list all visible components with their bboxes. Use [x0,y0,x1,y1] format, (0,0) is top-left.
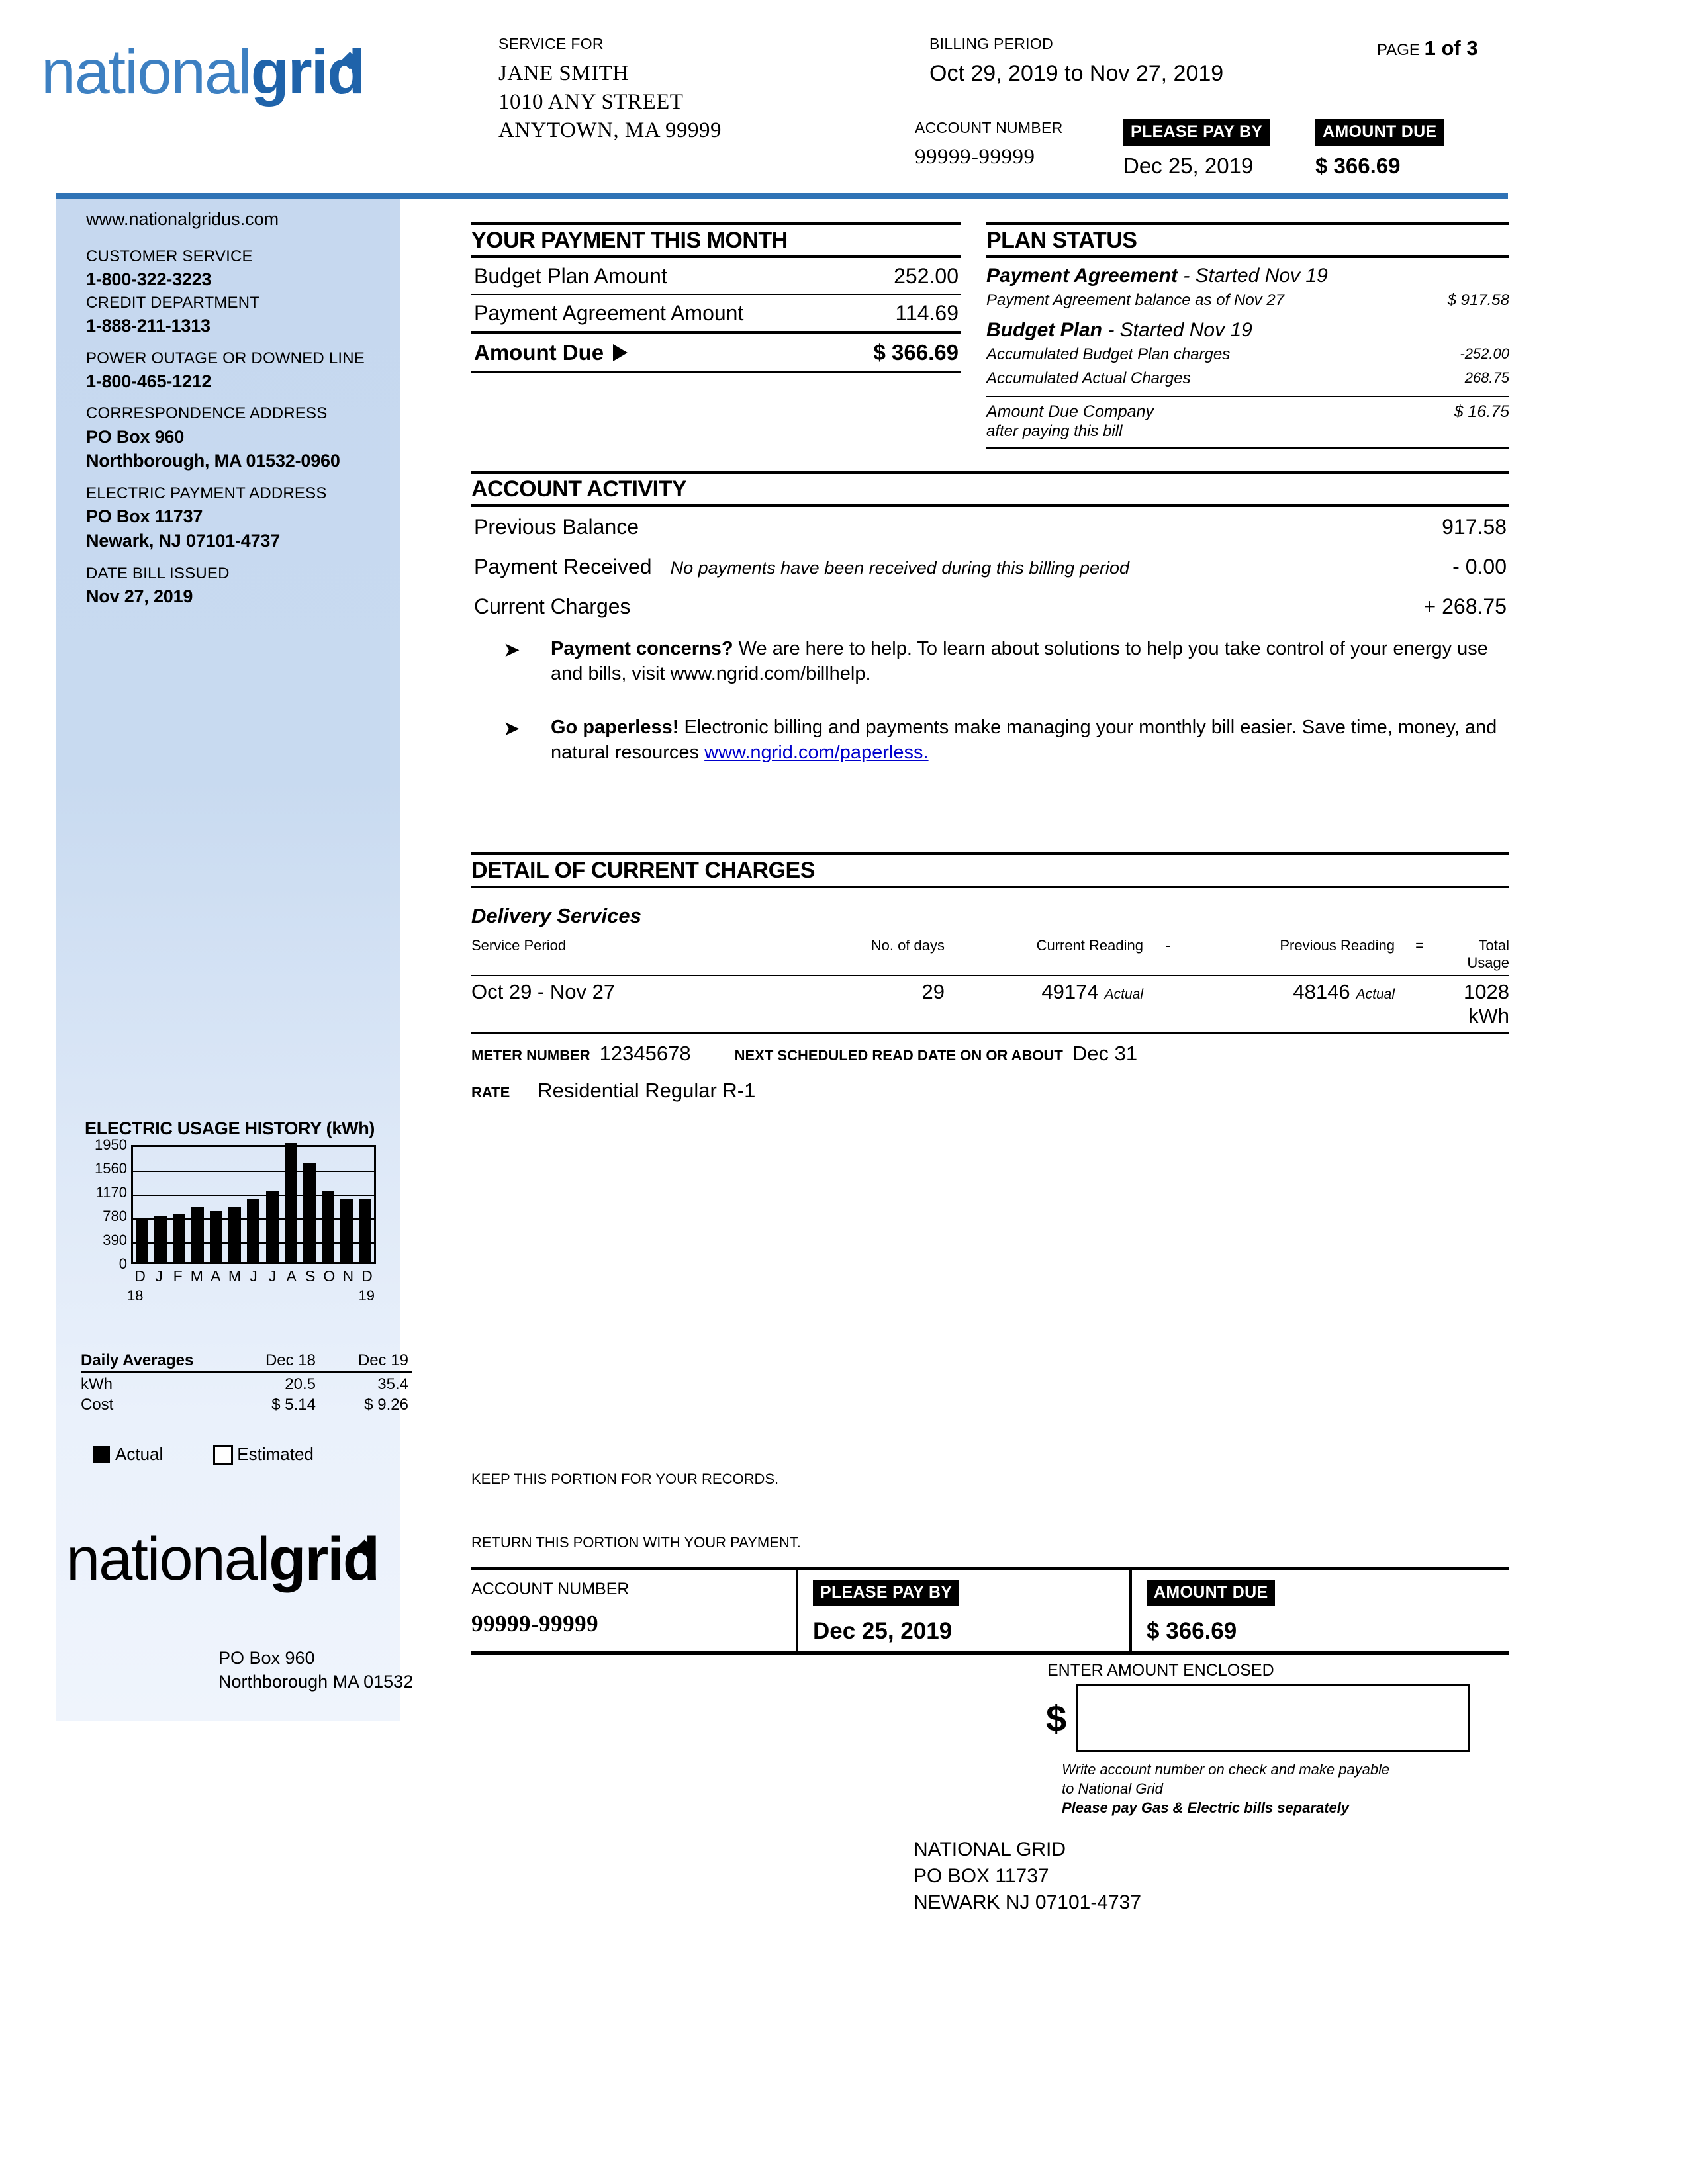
table-row [81,1373,412,1394]
chart-x-tick: N [342,1267,354,1285]
table-row [471,586,1509,626]
col-header-total-usage: Total Usage [1467,937,1509,971]
arrow-bullet-icon: ➤ [503,638,520,661]
next-read-label: NEXT SCHEDULED READ DATE ON OR ABOUT [734,1047,1063,1064]
chart-x-tick: J [268,1267,277,1285]
paperless-link[interactable]: www.ngrid.com/paperless. [704,742,929,764]
sidebar-group-correspondence [86,402,404,473]
payment-agreement-heading [986,258,1509,289]
chart-bar [136,1220,148,1262]
header-please-pay-by-cell [1123,119,1315,179]
electric-usage-history-chart [81,1118,412,1304]
cell-service-period: Oct 29 - Nov 27 [471,980,616,1003]
remit-line-3: NEWARK NJ 07101-4737 [914,1891,1142,1914]
customer-citystatezip: ANYTOWN, MA 99999 [498,118,722,142]
accumulated-actual-charges-label: Accumulated Actual Charges [986,369,1191,387]
chart-x-tick: J [250,1267,258,1285]
stub-account-number-label: ACCOUNT NUMBER [471,1580,630,1598]
cell-previous-reading: 48146 [1293,980,1350,1003]
daily-averages-header-row [81,1351,412,1373]
chart-y-tick: 1950 [95,1136,127,1153]
correspondence-address-label: CORRESPONDENCE ADDRESS [86,404,328,423]
budget-plan-name: Budget Plan [986,319,1103,341]
chart-bar [154,1216,167,1262]
chart-y-tick: 0 [118,1255,127,1272]
date-bill-issued-label: DATE BILL ISSUED [86,564,230,582]
payment-received-amount: - 0.00 [1452,555,1507,578]
chart-bar [173,1214,185,1262]
table-row [81,1394,412,1414]
stub-account-number-value: 99999-99999 [471,1611,599,1637]
notices-list [503,637,1509,795]
chart-bar [303,1163,316,1262]
cell-previous-reading-tag: Actual [1356,987,1395,1002]
payment-agreement-amount-value: 114.69 [895,301,959,325]
sidebar-contact-info [86,209,404,617]
amount-due-total-value: $ 366.69 [873,340,959,365]
chart-x-tick: O [323,1267,336,1285]
remit-line-2: PO BOX 11737 [914,1865,1049,1888]
please-pay-by-value: Dec 25, 2019 [1123,154,1254,178]
footer-logo-text-grid: grid [269,1525,379,1593]
stub-amount-due-badge: AMOUNT DUE [1147,1580,1275,1606]
current-charges-label: Current Charges [474,594,631,618]
remittance-address [914,1837,1141,1917]
credit-department-phone: 1-888-211-1313 [86,315,211,336]
footer-po-box: PO Box 960 [218,1648,315,1668]
daily-averages-table [81,1351,412,1414]
account-activity-section [471,471,1509,626]
chart-x-tick: D [134,1267,146,1285]
chart-x-tick: A [211,1267,221,1285]
amount-due-row [471,334,961,371]
accumulated-budget-charges-label: Accumulated Budget Plan charges [986,345,1231,363]
table-row [471,258,961,294]
sidebar-group-outage [86,347,404,394]
previous-balance-amount: 917.58 [1442,515,1507,539]
previous-balance-label: Previous Balance [474,515,639,539]
col-header-equals: = [1415,937,1424,954]
delivery-services-subtitle: Delivery Services [471,904,641,927]
header-amount-due-cell [1315,119,1514,179]
table-row [471,547,1509,586]
daily-averages-cost-v1: $ 5.14 [271,1396,316,1414]
chart-gridline [133,1171,374,1172]
chart-bar [285,1143,297,1262]
chart-bar [359,1199,371,1262]
amount-due-value: $ 366.69 [1315,154,1401,178]
check-instructions [1062,1760,1470,1817]
rate-value: Residential Regular R-1 [538,1079,756,1102]
chart-gridline [133,1195,374,1196]
payment-agreement-balance-label: Payment Agreement balance as of Nov 27 [986,291,1285,309]
legend-actual-label: Actual [115,1444,164,1464]
electric-payment-address-line2: Newark, NJ 07101-4737 [86,530,281,551]
daily-averages-cost-v2: $ 9.26 [364,1396,408,1414]
check-instructions-line1: Write account number on check and make payable [1062,1761,1390,1778]
stub-please-pay-by-badge: PLEASE PAY BY [813,1580,959,1606]
sidebar-group-electric-payment [86,482,404,553]
chart-x-tick: D [361,1267,373,1285]
rate-label: RATE [471,1084,510,1101]
budget-plan-amount-value: 252.00 [894,264,959,288]
daily-averages-col2-header: Dec 19 [357,1351,408,1369]
arrow-bullet-icon: ➤ [503,717,520,741]
cell-current-reading: 49174 [1041,980,1099,1003]
chart-bar [191,1207,204,1262]
budget-plan-amount-label: Budget Plan Amount [474,264,667,288]
stub-amount-due-value: $ 366.69 [1147,1618,1237,1644]
amount-enclosed-input[interactable] [1076,1684,1470,1752]
meter-info-row [471,1034,1509,1069]
account-number-value: 99999-99999 [915,145,1035,169]
header-account-summary [915,119,1514,179]
customer-street: 1010 ANY STREET [498,89,684,114]
chart-x-axis [131,1267,376,1287]
daily-averages-kwh-v2: 35.4 [377,1375,408,1393]
footer-return-address [218,1647,413,1694]
amount-due-company-sub: after paying this bill [986,422,1123,440]
page-label: PAGE [1377,41,1420,59]
go-paperless-text: Electronic billing and payments make managing your monthly bill easier. Save time, money, and natural resources [551,717,1497,764]
chart-x-tick: A [286,1267,297,1285]
chart-y-tick: 1560 [95,1160,127,1177]
daily-averages-title: Daily Averages [81,1351,194,1369]
footer-logo-text-national: national [66,1525,269,1593]
national-grid-logo-footer [66,1525,379,1593]
next-read-value: Dec 31 [1072,1042,1138,1065]
chart-gridline [133,1218,374,1220]
detail-charges-title: DETAIL OF CURRENT CHARGES [471,858,815,883]
table-row [471,507,1509,547]
dollar-sign-icon: $ [1046,1697,1067,1739]
notice-go-paperless [503,715,1509,765]
customer-service-phone: 1-800-322-3223 [86,269,212,290]
daily-averages-col1-header: Dec 18 [265,1351,316,1369]
col-header-current-reading: Current Reading [1036,937,1143,954]
stub-account-number-cell [471,1570,796,1651]
table-row [471,295,961,331]
chart-legend [93,1444,314,1465]
stub-amount-due-cell [1129,1570,1509,1651]
amount-due-company-amount: $ 16.75 [1454,402,1509,421]
chart-year-end: 19 [358,1287,375,1304]
cell-total-usage: 1028 kWh [1464,980,1509,1027]
electric-payment-address-line1: PO Box 11737 [86,506,203,527]
table-row [986,343,1509,367]
check-instructions-bold: Please pay Gas & Electric bills separately [1062,1799,1350,1817]
plan-status-title: PLAN STATUS [986,228,1137,253]
detail-of-current-charges-section [471,852,1509,1103]
power-outage-phone: 1-800-465-1212 [86,371,212,391]
correspondence-address-line2: Northborough, MA 01532-0960 [86,451,340,471]
logo-text-national: national [41,37,251,107]
sidebar-group-date-issued [86,563,404,609]
stub-please-pay-by-cell [796,1570,1129,1651]
plan-status-section [986,222,1509,449]
customer-name: JANE SMITH [498,62,629,85]
national-grid-logo-header [41,37,365,107]
col-header-previous-reading: Previous Reading [1280,937,1395,954]
payment-this-month-title: YOUR PAYMENT THIS MONTH [471,228,788,253]
keep-portion-note: KEEP THIS PORTION FOR YOUR RECORDS. [471,1471,779,1487]
customer-service-label: CUSTOMER SERVICE [86,248,253,265]
daily-averages-kwh-v1: 20.5 [285,1375,316,1393]
chart-x-tick: J [155,1267,163,1285]
payment-agreement-started: - Started Nov 19 [1177,265,1328,287]
payment-agreement-name: Payment Agreement [986,265,1178,287]
chart-year-labels [127,1287,376,1304]
accumulated-budget-charges-amount: -252.00 [1460,345,1509,362]
enter-amount-enclosed-block [1046,1661,1470,1817]
logo-text-grid: grid [250,37,365,107]
daily-averages-cost-label: Cost [81,1396,114,1414]
table-row [986,289,1509,312]
chart-y-tick: 390 [103,1232,127,1248]
amount-due-label: Amount Due [474,340,604,365]
chart-bar [247,1199,259,1262]
service-for-label: SERVICE FOR [498,35,604,52]
amount-due-company-label: Amount Due Company [986,402,1154,421]
notice-payment-concerns [503,637,1509,686]
remit-line-1: NATIONAL GRID [914,1839,1066,1860]
chart-x-tick: M [228,1267,242,1285]
table-row [471,976,1509,1032]
power-outage-label: POWER OUTAGE OR DOWNED LINE [86,349,365,367]
accumulated-actual-charges-amount: 268.75 [1464,369,1509,386]
chart-gridline [133,1242,374,1244]
billing-period-block [929,35,1223,87]
charges-table-header [471,937,1509,975]
cell-current-reading-tag: Actual [1104,987,1143,1002]
enter-amount-enclosed-label: ENTER AMOUNT ENCLOSED [1047,1661,1274,1680]
electric-payment-address-label: ELECTRIC PAYMENT ADDRESS [86,484,327,503]
divider [986,447,1509,449]
payment-received-label: Payment Received [474,555,652,578]
current-charges-amount: + 268.75 [1423,594,1507,618]
cell-no-of-days: 29 [921,980,945,1003]
payment-agreement-balance-amount: $ 917.58 [1447,291,1509,309]
go-paperless-bold: Go paperless! [551,717,679,739]
page-indicator [1377,36,1478,60]
payment-concerns-bold: Payment concerns? [551,638,733,659]
page-value: 1 of 3 [1424,36,1478,60]
meter-number-label: METER NUMBER [471,1047,590,1064]
header-account-number-cell [915,119,1123,169]
account-number-label: ACCOUNT NUMBER [915,119,1063,136]
chart-title: ELECTRIC USAGE HISTORY (kWh) [85,1118,375,1138]
chart-x-tick: S [305,1267,316,1285]
your-payment-this-month-section [471,222,961,373]
billing-period-value: Oct 29, 2019 to Nov 27, 2019 [929,61,1224,86]
check-instructions-line2: to National Grid [1062,1780,1163,1797]
service-for-block [498,35,722,145]
please-pay-by-badge: PLEASE PAY BY [1123,119,1270,146]
divider [471,1651,1509,1655]
meter-number-value: 12345678 [599,1042,691,1065]
chart-year-start: 18 [127,1287,144,1304]
amount-due-badge: AMOUNT DUE [1315,119,1444,146]
col-header-no-of-days: No. of days [870,937,945,954]
chart-y-tick: 1170 [95,1184,127,1201]
daily-averages-kwh-label: kWh [81,1375,113,1393]
chart-bar [340,1199,353,1262]
legend-estimated-swatch-icon [213,1445,233,1465]
payment-received-note: No payments have been received during this billing period [670,558,1129,578]
amount-due-company-row [986,397,1509,441]
date-bill-issued-value: Nov 27, 2019 [86,586,193,606]
budget-plan-started: - Started Nov 19 [1102,319,1252,341]
col-header-service-period: Service Period [471,937,567,954]
col-header-minus: - [1165,937,1171,954]
account-activity-title: ACCOUNT ACTIVITY [471,477,687,502]
chart-y-axis [81,1136,131,1272]
arrow-right-icon [613,344,628,361]
sidebar-group-customer-service [86,246,404,338]
legend-actual-swatch-icon [93,1446,110,1463]
footer-city: Northborough MA 01532 [218,1671,414,1692]
website-url[interactable]: www.nationalgridus.com [86,209,279,229]
chart-bar [322,1191,334,1262]
payment-agreement-amount-label: Payment Agreement Amount [474,301,744,325]
billing-period-label: BILLING PERIOD [929,35,1053,52]
payment-stub [471,1567,1509,1655]
chart-y-tick: 780 [103,1208,127,1224]
credit-department-label: CREDIT DEPARTMENT [86,293,260,312]
chart-plot-area [131,1145,376,1264]
budget-plan-heading [986,312,1509,343]
chart-x-tick: M [190,1267,203,1285]
legend-estimated-label: Estimated [237,1444,314,1464]
chart-bars [133,1147,374,1262]
payment-concerns-text: We are here to help. To learn about solutions to help you take control of your energy use and bills, visit www.ngrid.com/billhelp. [551,638,1488,684]
return-portion-note: RETURN THIS PORTION WITH YOUR PAYMENT. [471,1534,801,1551]
table-row [986,367,1509,390]
rate-row [471,1069,1509,1103]
stub-please-pay-by-value: Dec 25, 2019 [813,1618,953,1644]
divider [471,371,961,373]
correspondence-address-line1: PO Box 960 [86,426,185,447]
chart-bar [266,1191,279,1262]
header-divider [56,193,1508,199]
chart-bar [228,1207,241,1262]
chart-x-tick: F [173,1267,183,1285]
